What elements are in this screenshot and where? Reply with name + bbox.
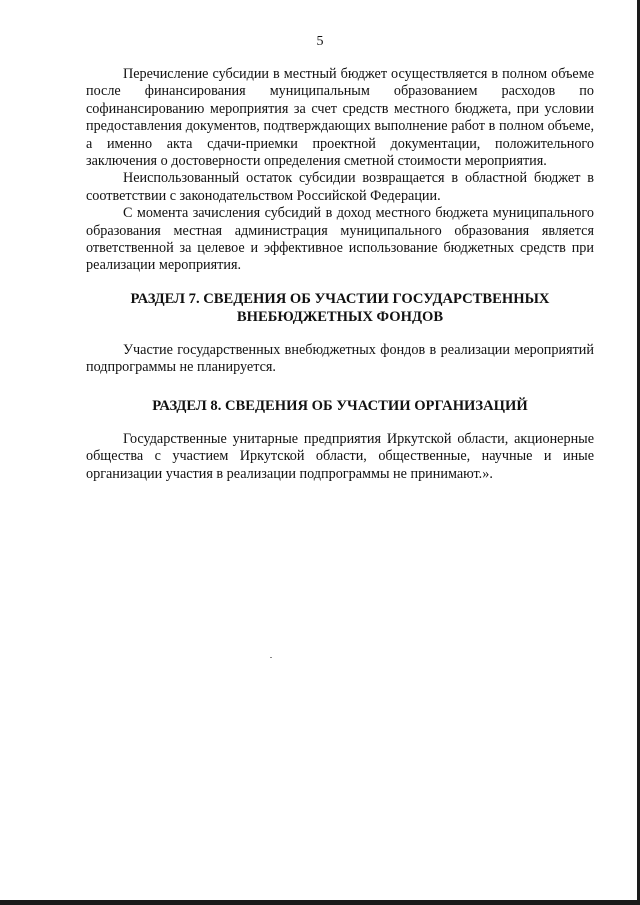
scan-speck (270, 657, 272, 658)
section7-paragraph: Участие государственных внебюджетных фондов в реализации мероприятий подпрограммы не планируется. (86, 341, 594, 376)
paragraph-responsibility: С момента зачисления субсидий в доход местного бюджета муниципального образования местная администрация муниципального образования является ответственной за целевое и эффективное использование бюджетных средств при реализации мероприятия. (86, 205, 594, 274)
section7-heading: РАЗДЕЛ 7. СВЕДЕНИЯ ОБ УЧАСТИИ ГОСУДАРСТВЕННЫХ ВНЕБЮДЖЕТНЫХ ФОНДОВ (130, 290, 550, 325)
section8-heading: РАЗДЕЛ 8. СВЕДЕНИЯ ОБ УЧАСТИИ ОРГАНИЗАЦИЙ (152, 397, 528, 414)
scan-bottom-border (0, 900, 640, 905)
paragraph-subsidy-transfer: Перечисление субсидии в местный бюджет осуществляется в полном объеме после финансирования муниципальным образованием расходов по софинансированию мероприятия за счет средств местного бюджета, при условии предоставления документов, подтверждающих выполнение работ в полном объеме, а именно акта сдачи-приемки проектной документации, положительного заключения о достоверности определения сметной стоимости мероприятия. (86, 66, 594, 170)
document-body (86, 66, 594, 483)
section8-paragraph: Государственные унитарные предприятия Иркутской области, акционерные общества с участием Иркутской области, общественные, научные и иные организации участия в реализации подпрограммы не принимают.». (86, 430, 594, 482)
page-number: 5 (316, 34, 324, 49)
paragraph-unused-balance: Неиспользованный остаток субсидии возвращается в областной бюджет в соответствии с законодательством Российской Федерации. (86, 170, 594, 204)
